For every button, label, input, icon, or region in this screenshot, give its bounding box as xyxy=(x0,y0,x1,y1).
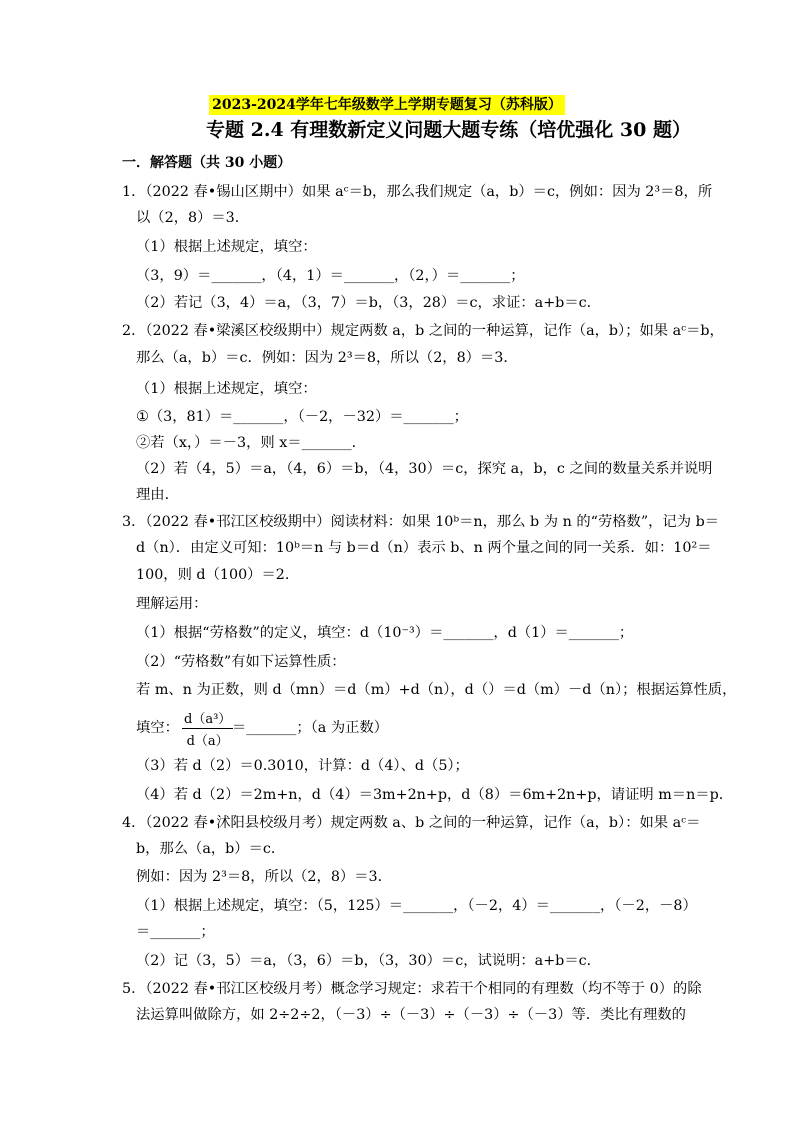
text-line: （2）若（4，5）＝a，（4，6）＝b，（4，30）＝c，探究 a，b，c 之间的数量关系并说明 xyxy=(136,461,713,477)
fraction-expression xyxy=(182,708,233,749)
text-line: ②若（x，）＝－3，则 x＝_______． xyxy=(136,435,366,451)
text-line: （3）若 d（2）＝0.3010，计算：d（4）、d（5）； xyxy=(136,758,469,774)
text-line: 以（2，8）＝3． xyxy=(136,210,250,226)
text-line: （2）若记（3，4）＝a，（3，7）＝b，（3，28）＝c，求证：a+b＝c． xyxy=(136,295,601,311)
text-line: 例如：因为 2³＝8，所以（2，8）＝3． xyxy=(136,869,392,885)
text-line: 理由． xyxy=(136,487,179,503)
text-line: 3．（2022 春•邗江区校级期中）阅读材料：如果 10ᵇ＝n，那么 b 为 n 的“劳格数”，记为 b＝ xyxy=(122,514,720,530)
text-line: 理解运用： xyxy=(136,596,208,612)
header-highlight: 2023-2024学年七年级数学上学期专题复习（苏科版） xyxy=(209,95,565,115)
text-line: （2）“劳格数”有如下运算性质： xyxy=(136,654,346,670)
text-line: b，那么（a，b）＝c． xyxy=(136,841,286,857)
text-line: （2）记（3，5）＝a，（3，6）＝b，（3，30）＝c，试说明：a+b＝c． xyxy=(136,953,601,969)
section-heading: 一．解答题（共 30 小题） xyxy=(122,155,292,171)
text-line: ①（3，81）＝_______，（－2，－32）＝_______； xyxy=(136,409,468,425)
text-line: （3，9）＝_______，（4，1）＝_______，（2，）＝_______； xyxy=(136,268,525,284)
text-line: （4）若 d（2）＝2m+n，d（4）＝3m+2n+p，d（8）＝6m+2n+p，请证明 m＝n＝p． xyxy=(136,787,734,803)
fraction-suffix: ＝_______；（a 为正数） xyxy=(232,720,389,736)
text-line: 4．（2022 春•沭阳县校级月考）规定两数 a、b 之间的一种运算，记作（a，b）：如果 aᶜ＝ xyxy=(122,815,701,831)
text-line: d（n）．由定义可知：10ᵇ＝n 与 b＝d（n）表示 b、n 两个量之间的同一关系．如：10²＝ xyxy=(136,540,712,556)
text-line: 5．（2022 春•邗江区校级月考）概念学习规定：求若干个相同的有理数（均不等于 0）的除 xyxy=(122,981,702,997)
text-line: ＝_______； xyxy=(136,924,215,940)
text-line: （1）根据“劳格数”的定义，填空：d（10⁻³）＝_______，d（1）＝_______； xyxy=(136,625,634,641)
document-title: 专题 2.4 有理数新定义问题大题专练（培优强化 30 题） xyxy=(206,119,691,141)
text-line: （1）根据上述规定，填空：（5，125）＝_______，（－2，4）＝_______，（－2，－8） xyxy=(136,898,697,914)
text-line: 1．（2022 春•锡山区期中）如果 aᶜ＝b，那么我们规定（a，b）＝c，例如：因为 2³＝8，所 xyxy=(122,184,713,200)
text-line: 那么（a，b）＝c．例如：因为 2³＝8，所以（2，8）＝3． xyxy=(136,350,518,366)
fraction-numerator: d（a³） xyxy=(182,708,233,729)
text-line: 填空： xyxy=(136,720,179,736)
fraction-denominator: d（a） xyxy=(186,734,229,749)
header-banner xyxy=(0,94,794,115)
text-line: 100，则 d（100）＝2． xyxy=(136,567,300,583)
text-line: 若 m、n 为正数，则 d（mn）＝d（m）+d（n），d（）＝d（m）－d（n）；根据运算性质， xyxy=(136,682,737,698)
text-line: （1）根据上述规定，填空： xyxy=(136,239,317,255)
text-line: 法运算叫做除方，如 2÷2÷2，（－3）÷（－3）÷（－3）÷（－3）等．类比有理数的 xyxy=(136,1007,686,1023)
text-line: 2．（2022 春•梁溪区校级期中）规定两数 a，b 之间的一种运算，记作（a，b）；如果 aᶜ＝b， xyxy=(122,323,724,339)
text-line: （1）根据上述规定，填空： xyxy=(136,381,317,397)
